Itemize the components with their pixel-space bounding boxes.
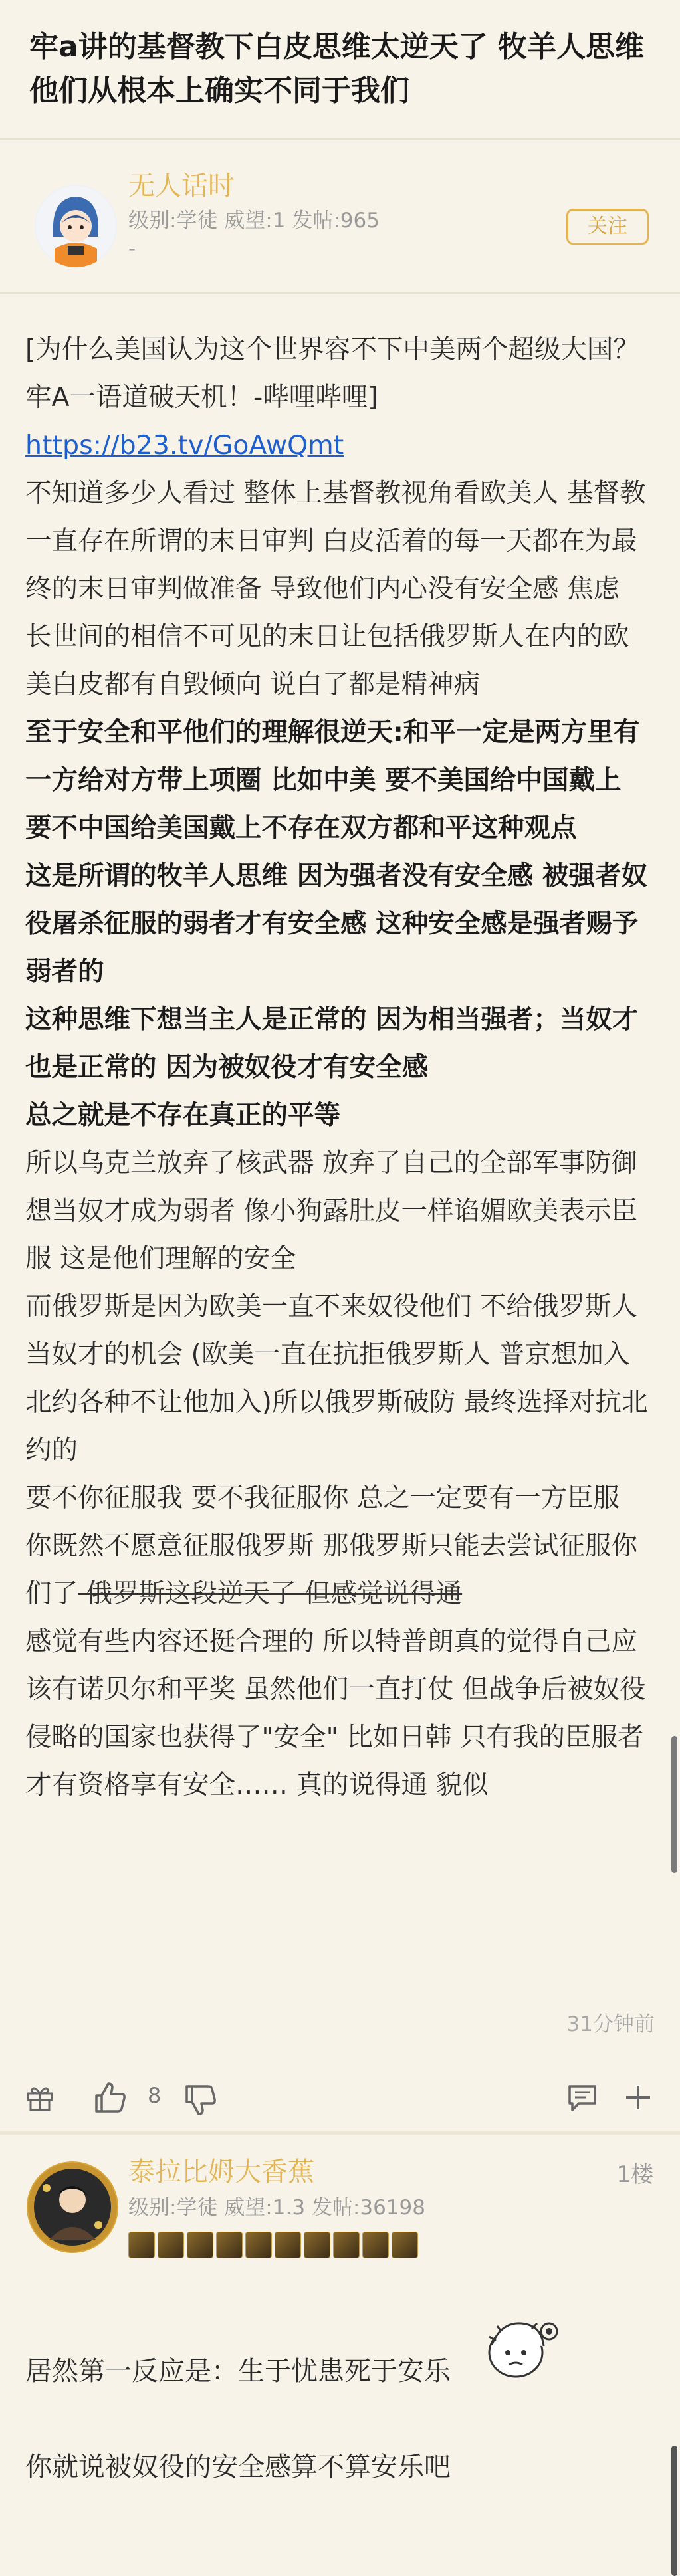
- scrollbar-thumb-lower[interactable]: [671, 2446, 677, 2576]
- bold-paragraph-4: 总之就是不存在真正的平等: [25, 1100, 340, 1130]
- sticker-image: [475, 2311, 561, 2385]
- avatar-image: [35, 185, 117, 267]
- follow-button[interactable]: 关注: [566, 209, 649, 245]
- thumb-up-icon: [92, 2080, 128, 2115]
- reply-author-name[interactable]: 泰拉比姆大香蕉: [128, 2157, 314, 2187]
- author-meta: 级别:学徒 威望:1 发帖:965: [128, 209, 380, 233]
- comment-icon: [567, 2082, 598, 2113]
- paragraph-4: [25, 1474, 650, 1618]
- like-button[interactable]: [90, 2078, 130, 2117]
- medal-badge: [158, 2232, 184, 2258]
- link-paragraph: [25, 326, 650, 469]
- gift-icon: [25, 2083, 55, 2112]
- paragraph-3: 而俄罗斯是因为欧美一直不来奴役他们 不给俄罗斯人当奴才的机会 (欧美一直在抗拒俄罗斯人 普京想加入北约各种不让他加入)所以俄罗斯破防 最终选择对抗北约的: [25, 1291, 648, 1465]
- medal-badge: [128, 2232, 155, 2258]
- paragraph-2: 所以乌克兰放弃了核武器 放弃了自己的全部军事防御 想当奴才成为弱者 像小狗露肚皮一样谄媚欧美表示臣服 这是他们理解的安全: [25, 1148, 638, 1274]
- reply-divider: [0, 2131, 680, 2135]
- add-button[interactable]: [621, 2080, 655, 2115]
- avatar-image: [27, 2161, 118, 2253]
- author-avatar[interactable]: [35, 185, 117, 267]
- like-count: 8: [148, 2083, 162, 2108]
- floor-number: 1楼: [616, 2161, 653, 2188]
- reply-line-1: 居然第一反应是：生于忧患死于安乐: [25, 2356, 451, 2387]
- author-name[interactable]: 无人话时: [128, 171, 235, 201]
- gift-button[interactable]: [23, 2080, 57, 2115]
- paragraph-5: 感觉有些内容还挺合理的 所以特普朗真的觉得自己应该有诺贝尔和平奖 虽然他们一直打仗 但战争后被奴役侵略的国家也获得了"安全" 比如日韩 只有我的臣服者才有资格享有安全…… 真的说得通 貌似: [25, 1626, 646, 1800]
- medal-badge: [392, 2232, 418, 2258]
- medal-badges: [128, 2232, 418, 2258]
- medal-badge: [304, 2232, 330, 2258]
- medal-badge: [187, 2232, 213, 2258]
- reply-author-meta: 级别:学徒 威望:1.3 发帖:36198: [128, 2196, 425, 2220]
- dislike-button[interactable]: [181, 2080, 221, 2120]
- medal-badge: [245, 2232, 272, 2258]
- reply-avatar[interactable]: [27, 2161, 118, 2253]
- post-content: [25, 326, 650, 1809]
- strikethrough-text: 俄罗斯这段逆天了 但感觉说得通: [78, 1578, 463, 1609]
- thumb-down-icon: [183, 2082, 219, 2118]
- bold-paragraph-3: 这种思维下想当主人是正常的 因为相当强者；当奴才也是正常的 因为被奴役才有安全感: [25, 1004, 639, 1083]
- post-title: 牢a讲的基督教下白皮思维太逆天了 牧羊人思维 他们从根本上确实不同于我们: [29, 30, 645, 108]
- paragraph-1: 不知道多少人看过 整体上基督教视角看欧美人 基督教一直存在所谓的末日审判 白皮活着的每一天都在为最终的末日审判做准备 导致他们内心没有安全感 焦虑 长世间的相信不可见的末日让包括俄罗斯人在内的欧美白皮都有自毁倾向 说白了都是精神病: [25, 478, 646, 700]
- title-divider: [0, 138, 680, 140]
- bold-paragraph-2: 这是所谓的牧羊人思维 因为强者没有安全感 被强者奴役屠杀征服的弱者才有安全感 这种安全感是强者赐予弱者的: [25, 861, 648, 987]
- scrollbar-thumb[interactable]: [671, 1736, 677, 1873]
- medal-badge: [362, 2232, 389, 2258]
- reaction-sticker: [475, 2311, 561, 2385]
- post-time: 31分钟前: [566, 2012, 655, 2036]
- reply-line-2: 你就说被奴役的安全感算不算安乐吧: [25, 2452, 451, 2482]
- link-prefix: [为什么美国认为这个世界容不下中美两个超级大国？牢A一语道破天机！-哔哩哔哩]: [25, 334, 639, 413]
- medal-badge: [275, 2232, 301, 2258]
- video-link[interactable]: https://b23.tv/GoAwQmt: [25, 430, 344, 461]
- medal-badge: [333, 2232, 360, 2258]
- comment-button[interactable]: [565, 2080, 600, 2115]
- author-meta-extra: -: [128, 237, 136, 261]
- medal-badge: [216, 2232, 243, 2258]
- header-divider: [0, 292, 680, 294]
- paragraph-4-text: 要不你征服我 要不我征服你 总之一定要有一方臣服 你既然不愿意征服俄罗斯 那俄罗斯只能去尝试征服你们了: [25, 1483, 638, 1609]
- plus-icon: [623, 2083, 653, 2112]
- bold-paragraph-1: 至于安全和平他们的理解很逆天:和平一定是两方里有一方给对方带上项圈 比如中美 要不美国给中国戴上 要不中国给美国戴上不存在双方都和平这种观点: [25, 717, 640, 843]
